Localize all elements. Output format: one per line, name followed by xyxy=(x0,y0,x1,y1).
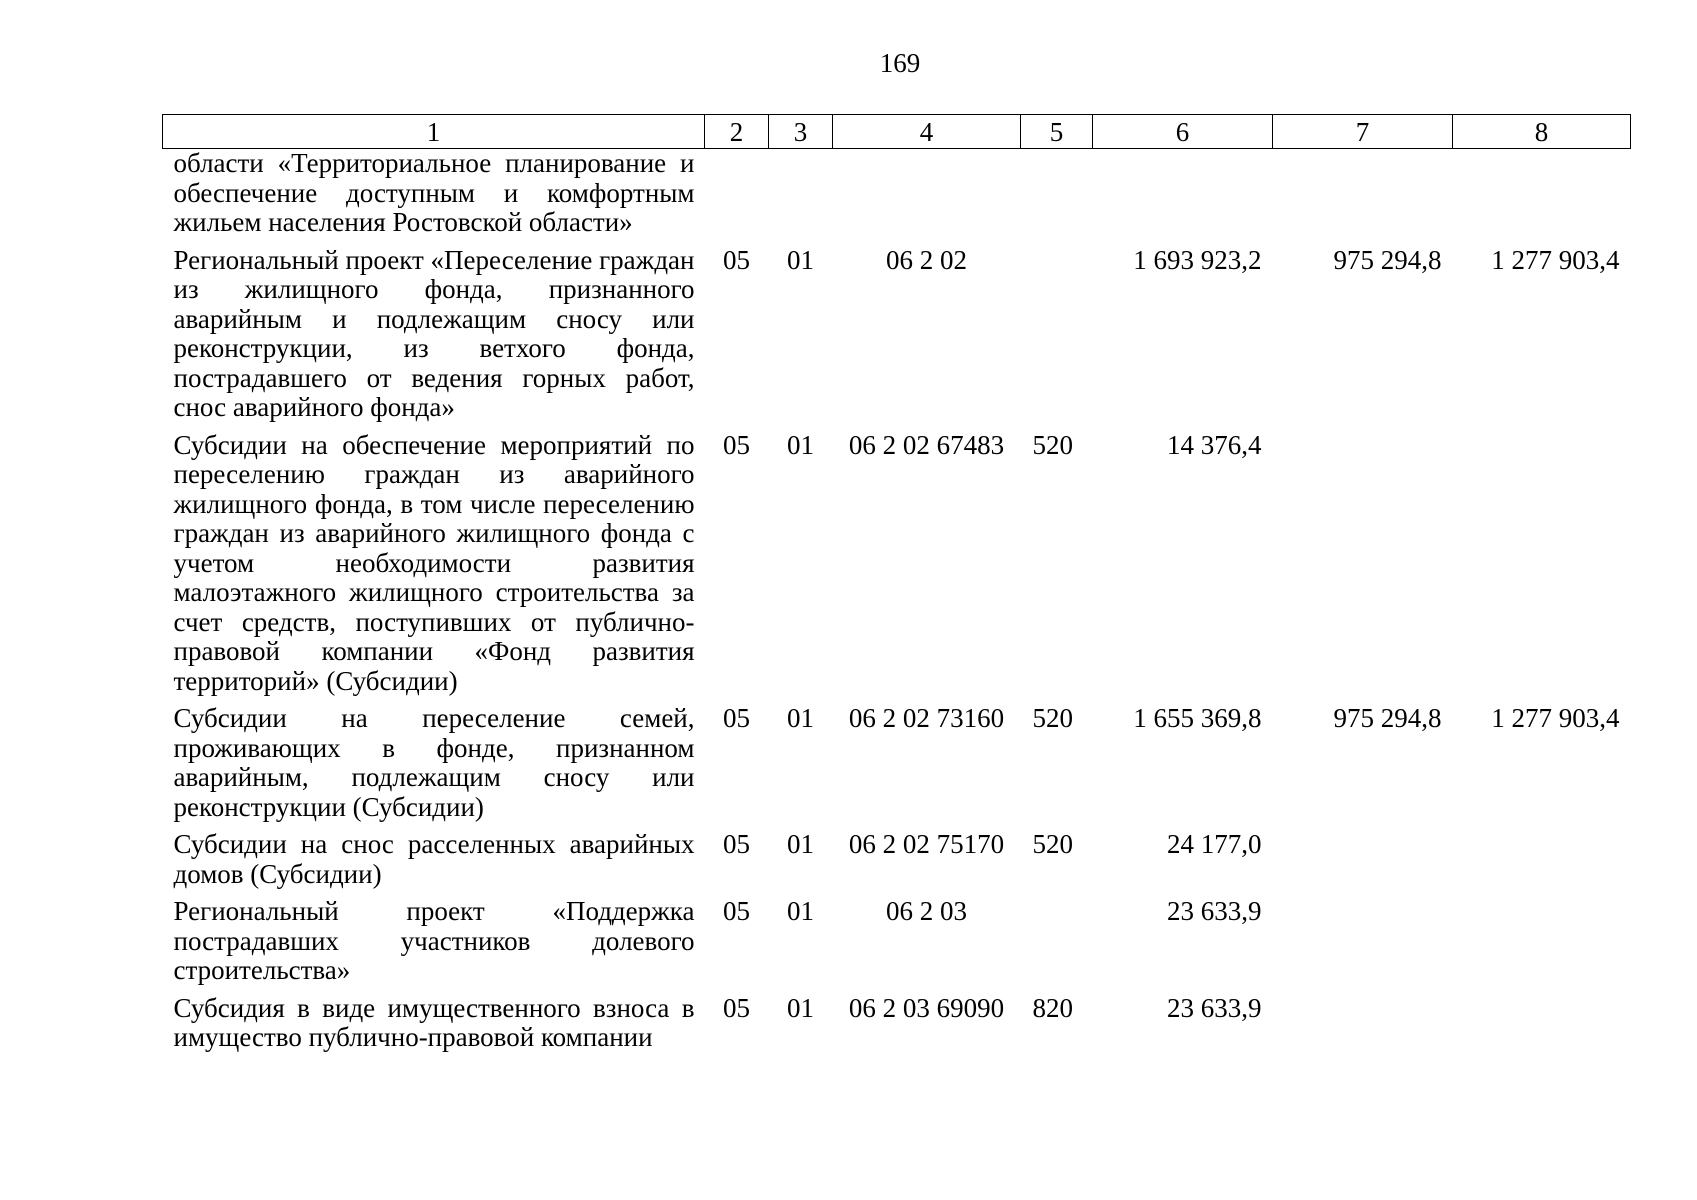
row-description: Субсидии на обеспечение мероприятий по переселению граждан из аварийного жилищного фонда, в том числе переселению граждан из аварийного жилищного фонда с учетом необходимости развития малоэтажного жилищного строительства за счет средств, поступивших от публично-правовой компании «Фонд развития территорий» (Субсидии) xyxy=(173,429,695,696)
amount-column-7 xyxy=(1273,889,1453,986)
target-article-code xyxy=(833,149,1021,238)
table-row xyxy=(163,238,1631,423)
row-description: Региональный проект «Поддержка пострадавших участников долевого строительства» xyxy=(173,896,695,985)
table-row xyxy=(163,889,1631,986)
amount-column-6 xyxy=(1093,149,1273,238)
page-number: 169 xyxy=(879,48,921,78)
table-row xyxy=(163,822,1631,889)
section-code: 05 xyxy=(723,703,750,733)
amount-column-6: 1 655 369,8 xyxy=(1133,703,1262,733)
table-header xyxy=(163,115,1631,149)
subsection-code: 01 xyxy=(787,896,814,926)
column-header-1: 1 xyxy=(163,115,705,149)
target-article-code: 06 2 02 xyxy=(886,244,967,275)
amount-column-7 xyxy=(1273,149,1453,238)
section-code: 05 xyxy=(723,992,750,1023)
subsection-code: 01 xyxy=(787,429,814,460)
amount-column-7 xyxy=(1273,423,1453,697)
amount-column-8 xyxy=(1453,423,1631,697)
amount-column-7: 975 294,8 xyxy=(1333,244,1442,275)
column-header-5: 5 xyxy=(1021,115,1093,149)
amount-column-7: 975 294,8 xyxy=(1333,703,1442,733)
budget-table xyxy=(162,114,1631,1053)
expense-type-code: 520 xyxy=(1032,703,1073,733)
expense-type-code xyxy=(1021,238,1093,423)
table-row xyxy=(163,696,1631,822)
row-description: области «Территориальное планирование и обеспечение доступным и комфортным жильем населения Ростовской области» xyxy=(173,148,695,237)
subsection-code: 01 xyxy=(787,244,814,275)
row-description: Субсидия в виде имущественного взноса в имущество публично-правовой компании xyxy=(173,992,695,1052)
table-body xyxy=(163,149,1631,1053)
expense-type-code xyxy=(1021,149,1093,238)
section-code: 05 xyxy=(723,829,750,859)
row-description: Субсидии на переселение семей, проживающих в фонде, признанном аварийным, подлежащим сносу или реконструкции (Субсидии) xyxy=(173,703,695,822)
amount-column-8: 1 277 903,4 xyxy=(1491,244,1620,275)
amount-column-7 xyxy=(1273,822,1453,889)
table-row xyxy=(163,986,1631,1053)
target-article-code: 06 2 03 xyxy=(886,896,967,926)
row-description: Региональный проект «Переселение граждан из жилищного фонда, признанного аварийным и подлежащим сносу или реконструкции, из ветхого фонда, пострадавшего от ведения горных работ, снос аварийного фонда» xyxy=(173,244,695,422)
column-header-6: 6 xyxy=(1093,115,1273,149)
table-row xyxy=(163,149,1631,238)
header-row xyxy=(163,115,1631,149)
subsection-code: 01 xyxy=(787,992,814,1023)
target-article-code: 06 2 03 69090 xyxy=(848,992,1005,1023)
table-row xyxy=(163,423,1631,697)
amount-column-7 xyxy=(1273,986,1453,1053)
amount-column-8 xyxy=(1453,149,1631,238)
amount-column-6: 1 693 923,2 xyxy=(1133,244,1262,275)
target-article-code: 06 2 02 75170 xyxy=(848,829,1005,859)
amount-column-8 xyxy=(1453,822,1631,889)
target-article-code: 06 2 02 73160 xyxy=(848,703,1005,733)
amount-column-6: 23 633,9 xyxy=(1167,992,1262,1023)
column-header-8: 8 xyxy=(1453,115,1631,149)
subsection-code xyxy=(769,149,833,238)
column-header-3: 3 xyxy=(769,115,833,149)
subsection-code: 01 xyxy=(787,829,814,859)
amount-column-8 xyxy=(1453,889,1631,986)
amount-column-6: 14 376,4 xyxy=(1167,429,1262,460)
section-code: 05 xyxy=(723,896,750,926)
row-description: Субсидии на снос расселенных аварийных домов (Субсидии) xyxy=(173,829,695,889)
section-code xyxy=(705,149,769,238)
amount-column-8: 1 277 903,4 xyxy=(1491,703,1620,733)
amount-column-6: 24 177,0 xyxy=(1167,829,1262,859)
expense-type-code: 520 xyxy=(1032,829,1073,859)
target-article-code: 06 2 02 67483 xyxy=(848,429,1005,460)
column-header-7: 7 xyxy=(1273,115,1453,149)
expense-type-code: 520 xyxy=(1032,429,1073,460)
section-code: 05 xyxy=(723,429,750,460)
expense-type-code xyxy=(1021,889,1093,986)
subsection-code: 01 xyxy=(787,703,814,733)
expense-type-code: 820 xyxy=(1032,992,1073,1023)
column-header-4: 4 xyxy=(833,115,1021,149)
column-header-2: 2 xyxy=(705,115,769,149)
section-code: 05 xyxy=(723,244,750,275)
amount-column-6: 23 633,9 xyxy=(1167,896,1262,926)
amount-column-8 xyxy=(1453,986,1631,1053)
